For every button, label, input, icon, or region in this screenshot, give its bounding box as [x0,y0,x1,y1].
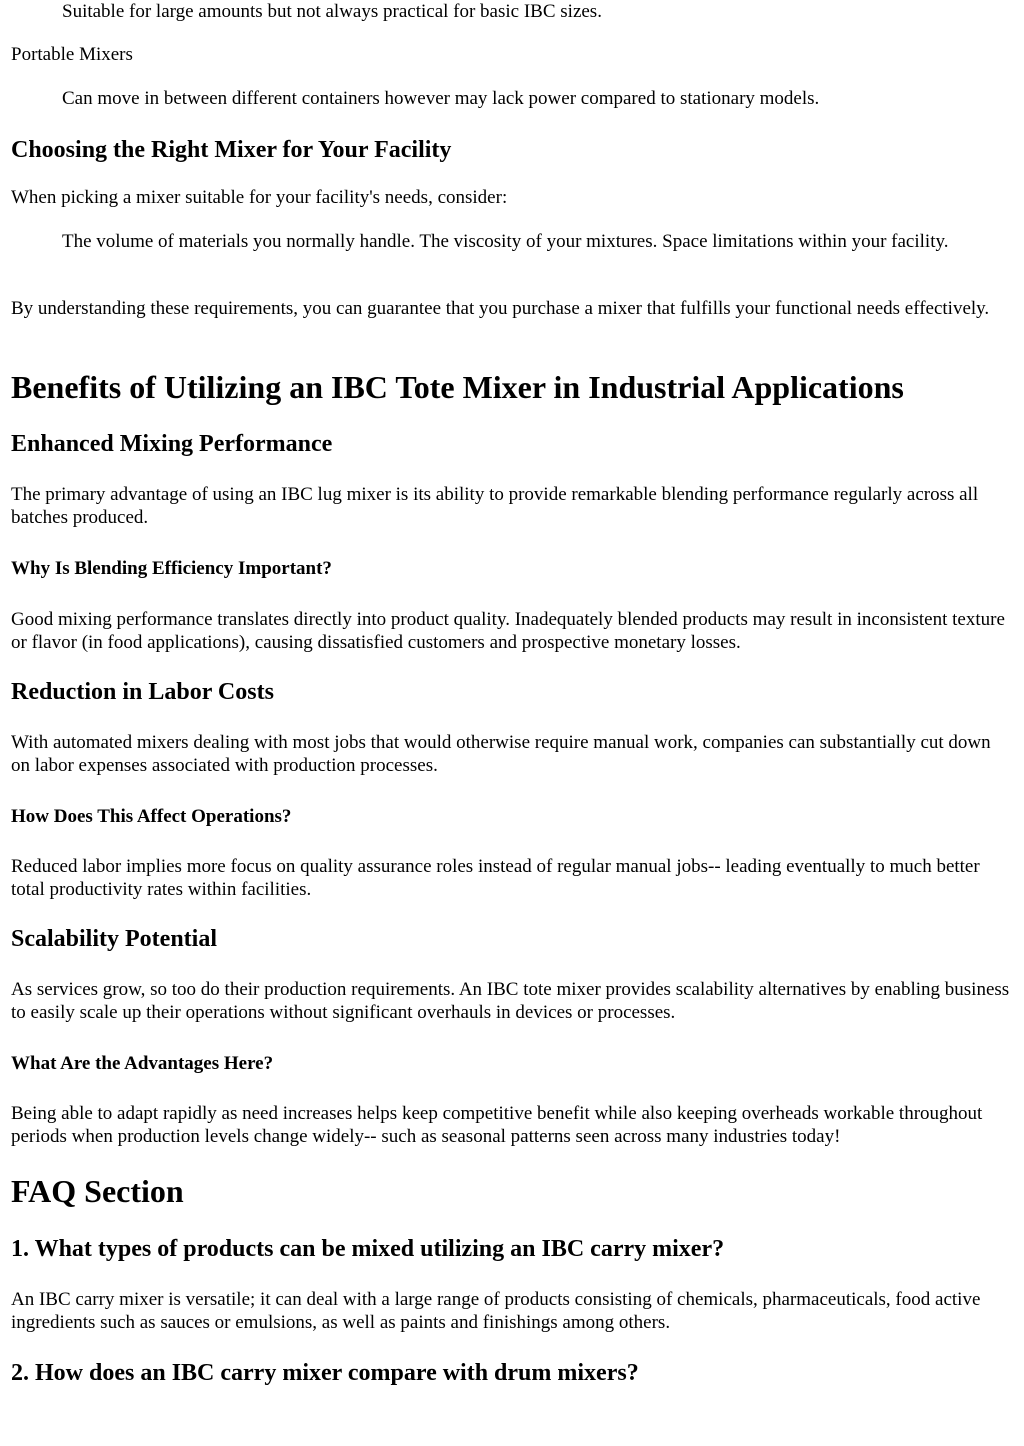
paragraph: Reduced labor implies more focus on quality assurance roles instead of regular manual jobs-- leading eventually to much better total productivity rates within facilities. [11,856,980,900]
paragraph: The primary advantage of using an IBC lug mixer is its ability to provide remarkable blending performance regularly across all batches produced. [11,484,979,528]
sub-heading: What Are the Advantages Here? [11,1053,274,1074]
faq-question: 1. What types of products can be mixed utilizing an IBC carry mixer? [11,1236,725,1262]
paragraph: Being able to adapt rapidly as need increases helps keep competitive benefit while also keeping overheads workable throughout periods when production levels change widely-- such as seasonal patterns seen across many industries today! [11,1103,983,1147]
paragraph: Good mixing performance translates directly into product quality. Inadequately blended products may result in inconsistent texture or flavor (in food applications), causing dissatisfied customers and prospective monetary losses. [11,609,1005,653]
paragraph: With automated mixers dealing with most jobs that would otherwise require manual work, companies can substantially cut down on labor expenses associated with production processes. [11,732,991,776]
section-heading: Reduction in Labor Costs [11,679,274,705]
paragraph: By understanding these requirements, you can guarantee that you purchase a mixer that fulfills your functional needs effectively. [11,298,990,319]
section-heading: Enhanced Mixing Performance [11,431,333,457]
mixer-type-description: Can move in between different containers however may lack power compared to stationary models. [62,88,820,109]
section-heading: Choosing the Right Mixer for Your Facility [11,137,452,163]
considerations-list: The volume of materials you normally handle. The viscosity of your mixtures. Space limitations within your facility. [62,231,949,252]
faq-answer: An IBC carry mixer is versatile; it can deal with a large range of products consisting of chemicals, pharmaceuticals, food active ingredients such as sauces or emulsions, as well as paints and finishings among others. [11,1289,981,1333]
paragraph: As services grow, so too do their production requirements. An IBC tote mixer provides scalability alternatives by enabling business to easily scale up their operations without significant overhauls in devices or processes. [11,979,1010,1023]
section-title: Benefits of Utilizing an IBC Tote Mixer in Industrial Applications [11,369,904,405]
section-title: FAQ Section [11,1173,184,1209]
mixer-type-description: Suitable for large amounts but not always practical for basic IBC sizes. [62,1,602,22]
faq-question: 2. How does an IBC carry mixer compare with drum mixers? [11,1360,639,1386]
sub-heading: Why Is Blending Efficiency Important? [11,558,332,579]
sub-heading: How Does This Affect Operations? [11,806,292,827]
section-heading: Scalability Potential [11,926,217,952]
paragraph: When picking a mixer suitable for your facility's needs, consider: [11,187,508,208]
mixer-type-term: Portable Mixers [11,44,133,65]
